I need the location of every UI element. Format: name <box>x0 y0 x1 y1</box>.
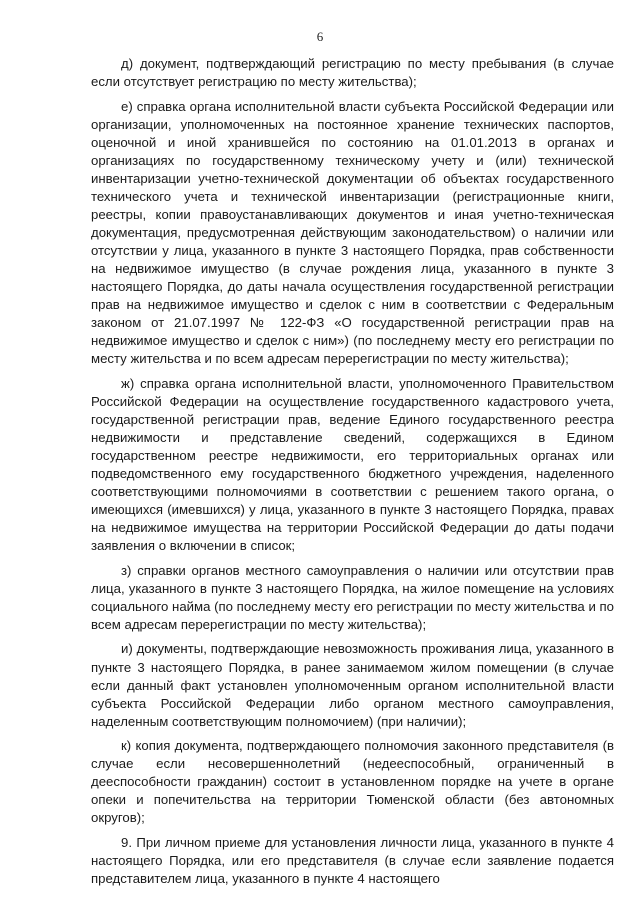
paragraph-e: е) справка органа исполнительной власти субъекта Российской Федерации или организации, уполномоченных на постоянное хранение технических паспортов, оценочной и иной хранившейся по состоянию на 01.01.2013 в органах и организациях по государственному техническому учету и (или) технической инвентаризации учетно-технической документации об объектах государственного технического учета и технической инвентаризации (регистрационные книги, реестры, копии правоустанавливающих документов и иная учетно-техническая документация, предусмотренная действующим законодательством) о наличии или отсутствии у лица, указанного в пункте 3 настоящего Порядка, прав собственности на недвижимое имущество (в случае рождения лица, указанного в пункте 3 настоящего Порядка, до даты начала осуществления государственной регистрации прав на недвижимое имущество и сделок с ним в соответствии с Федеральным законом от 21.07.1997 № 122-ФЗ «О государственной регистрации прав на недвижимое имущество и сделок с ним») (по последнему месту его регистрации по месту жительства и по всем адресам перерегистрации по месту жительства); <box>91 98 614 367</box>
paragraph-zh: ж) справка органа исполнительной власти, уполномоченного Правительством Российской Федерации на осуществление государственного кадастрового учета, государственной регистрации прав, ведение Единого государственного реестра недвижимости и представление сведений, содержащихся в Едином государственном реестре недвижимости, его территориальных органах или подведомственного ему государственного бюджетного учреждения, наделенного соответствующими полномочиями в соответствии с решением такого органа, о имеющихся (имевшихся) у лица, указанного в пункте 3 настоящего Порядка, правах на недвижимое имущества на территории Российской Федерации до даты подачи заявления о включении в список; <box>91 375 614 554</box>
paragraph-d: д) документ, подтверждающий регистрацию по месту пребывания (в случае если отсутствует регистрацию по месту жительства); <box>91 56 614 90</box>
paragraph-9: 9. При личном приеме для установления личности лица, указанного в пункте 4 настоящего Порядка, или его представителя (в случае если заявление подается представителем лица, указанного в пункте 4 настоящего <box>91 834 614 887</box>
paragraph-i: и) документы, подтверждающие невозможность проживания лица, указанного в пункте 3 настоящего Порядка, в ранее занимаемом жилом помещении (в случае если данный факт установлен уполномоченным органом исполнительной власти субъекта Российской Федерации либо органом местного самоуправления, наделенным соответствующим полномочием) (при наличии); <box>91 641 614 729</box>
paragraph-z: з) справки органов местного самоуправления о наличии или отсутствии прав лица, указанного в пункте 3 настоящего Порядка, на жилое помещение на условиях социального найма (по последнему месту его регистрации по месту жительства и по всем адресам перерегистрации по месту жительства); <box>91 562 614 632</box>
page-number: 6 <box>316 29 324 44</box>
document-body <box>91 55 614 895</box>
paragraph-k: к) копия документа, подтверждающего полномочия законного представителя (в случае если несовершеннолетний (недееспособный, ограниченный в дееспособности гражданин) состоит в установленном порядке на учете в органе опеки и попечительства на территории Тюменской области (без автономных округов); <box>91 738 614 826</box>
